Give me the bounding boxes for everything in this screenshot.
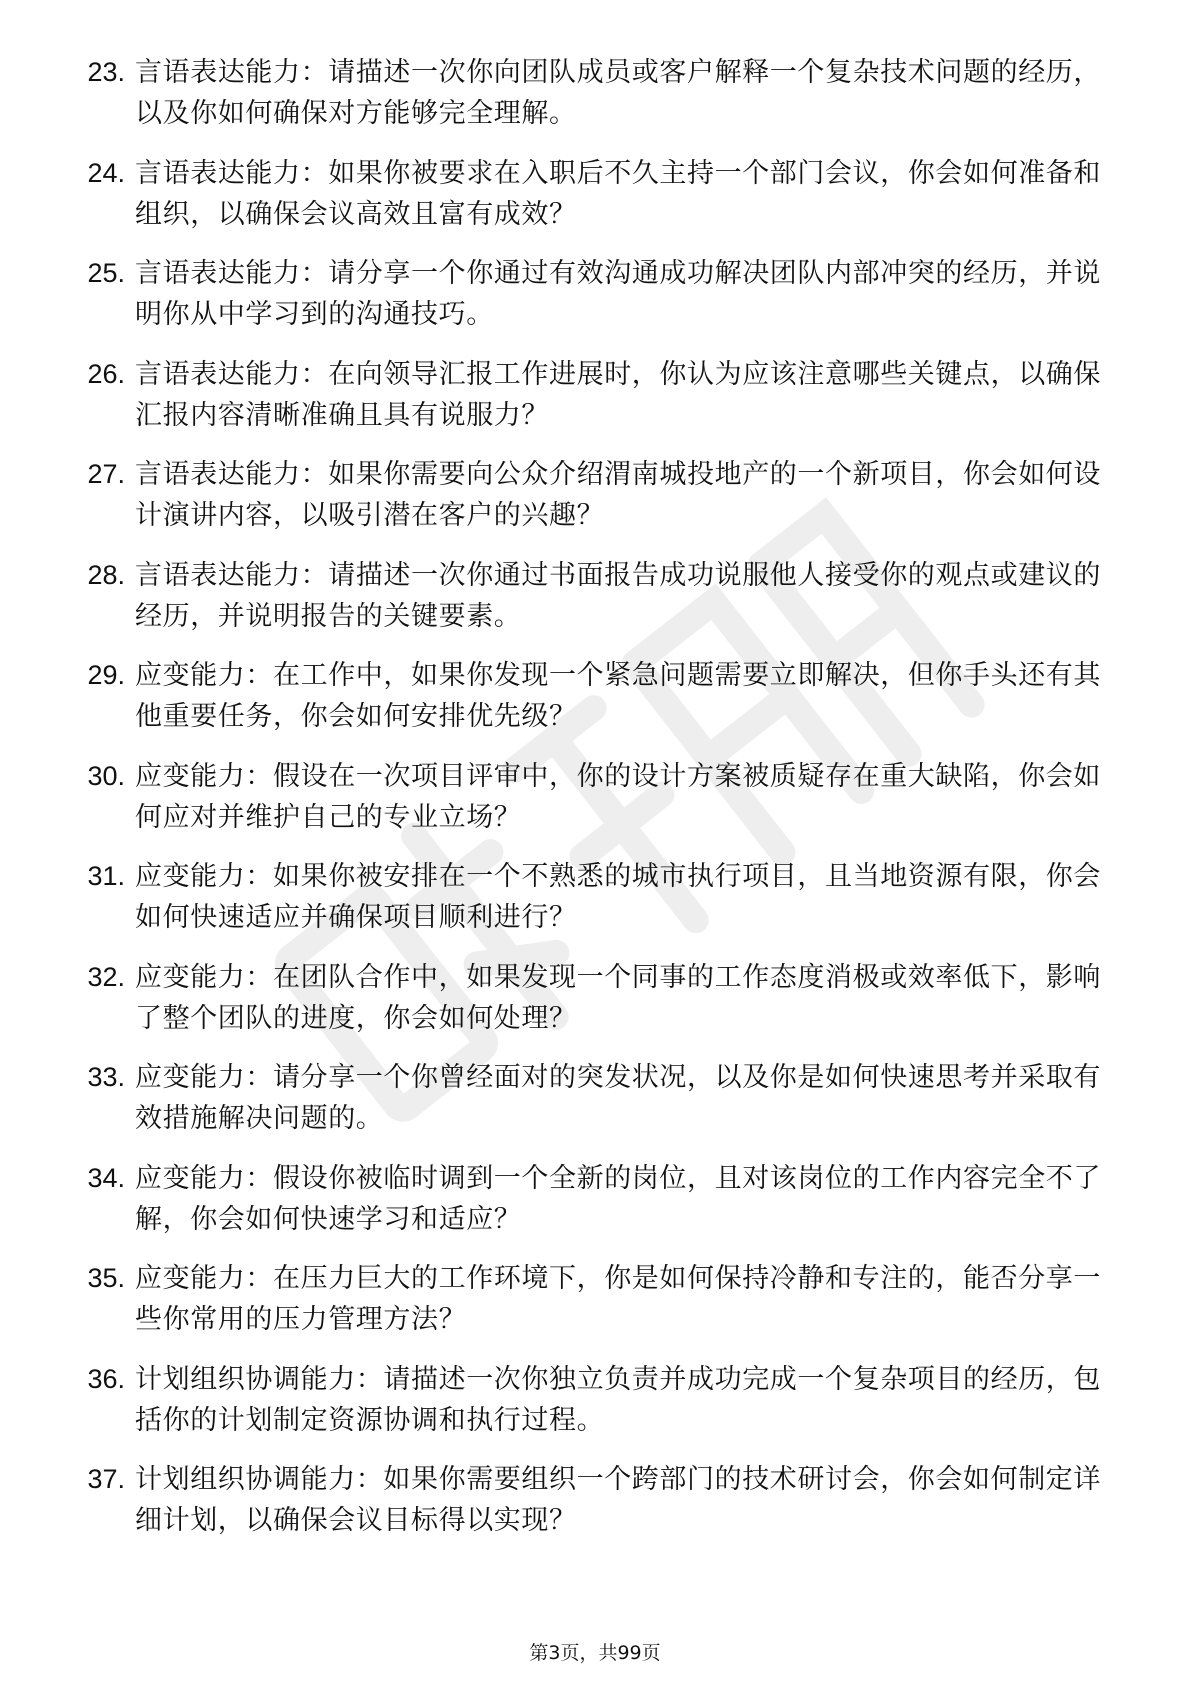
question-number: 26. [87, 358, 125, 389]
question-text: 计划组织协调能力：如果你需要组织一个跨部门的技术研讨会，你会如何制定详细计划，以确保会议目标得以实现？ [135, 1464, 1101, 1536]
question-text: 言语表达能力：请描述一次你向团队成员或客户解释一个复杂技术问题的经历，以及你如何确保对方能够完全理解。 [135, 57, 1101, 129]
list-item [55, 1057, 1115, 1139]
question-number: 30. [87, 760, 125, 791]
question-number: 29. [87, 660, 125, 690]
question-text: 应变能力：假设在一次项目评审中，你的设计方案被质疑存在重大缺陷，你会如何应对并维护自己的专业立场？ [135, 760, 1101, 833]
question-text: 言语表达能力：请分享一个你通过有效沟通成功解决团队内部冲突的经历，并说明你从中学习到的沟通技巧。 [135, 258, 1101, 330]
question-number: 32. [87, 961, 125, 992]
page-number-label: 第3页，共99页 [529, 1642, 661, 1664]
question-text: 应变能力：在压力巨大的工作环境下，你是如何保持冷静和专注的，能否分享一些你常用的压力管理方法？ [135, 1263, 1101, 1335]
question-list [55, 52, 1115, 1560]
question-text: 言语表达能力：在向领导汇报工作进展时，你认为应该注意哪些关键点，以确保汇报内容清晰准确且具有说服力？ [135, 358, 1101, 431]
question-text: 应变能力：在团队合作中，如果发现一个同事的工作态度消极或效率低下，影响了整个团队的进度，你会如何处理？ [135, 961, 1101, 1034]
question-number: 37. [87, 1464, 125, 1494]
question-text: 言语表达能力：如果你需要向公众介绍渭南城投地产的一个新项目，你会如何设计演讲内容，以吸引潜在客户的兴趣？ [135, 459, 1101, 531]
question-number: 23. [87, 57, 125, 87]
list-item [55, 856, 1115, 938]
list-item [55, 655, 1115, 737]
list-item [55, 153, 1115, 235]
question-number: 35. [87, 1263, 125, 1293]
question-number: 33. [87, 1062, 125, 1092]
page-footer [0, 1641, 1190, 1665]
question-text: 言语表达能力：请描述一次你通过书面报告成功说服他人接受你的观点或建议的经历，并说明报告的关键要素。 [135, 559, 1101, 632]
question-number: 31. [87, 861, 125, 891]
list-item [55, 957, 1115, 1039]
list-item [55, 454, 1115, 536]
list-item [55, 253, 1115, 335]
question-text: 计划组织协调能力：请描述一次你独立负责并成功完成一个复杂项目的经历，包括你的计划制定资源协调和执行过程。 [135, 1363, 1101, 1436]
list-item [55, 1359, 1115, 1441]
list-item [55, 354, 1115, 436]
question-number: 25. [87, 258, 125, 288]
question-number: 34. [87, 1162, 125, 1193]
list-item [55, 555, 1115, 637]
list-item [55, 52, 1115, 134]
question-text: 应变能力：在工作中，如果你发现一个紧急问题需要立即解决，但你手头还有其他重要任务，你会如何安排优先级？ [135, 660, 1101, 732]
question-number: 28. [87, 559, 125, 590]
question-number: 36. [87, 1363, 125, 1394]
list-item [55, 756, 1115, 838]
question-text: 应变能力：假设你被临时调到一个全新的岗位，且对该岗位的工作内容完全不了解，你会如何快速学习和适应？ [135, 1162, 1101, 1235]
question-text: 言语表达能力：如果你被要求在入职后不久主持一个部门会议，你会如何准备和组织，以确保会议高效且富有成效？ [135, 157, 1101, 230]
list-item [55, 1158, 1115, 1240]
question-text: 应变能力：请分享一个你曾经面对的突发状况，以及你是如何快速思考并采取有效措施解决问题的。 [135, 1062, 1101, 1134]
question-number: 24. [87, 157, 125, 188]
list-item [55, 1459, 1115, 1541]
question-text: 应变能力：如果你被安排在一个不熟悉的城市执行项目，且当地资源有限，你会如何快速适应并确保项目顺利进行？ [135, 861, 1101, 933]
question-number: 27. [87, 459, 125, 489]
list-item [55, 1258, 1115, 1340]
